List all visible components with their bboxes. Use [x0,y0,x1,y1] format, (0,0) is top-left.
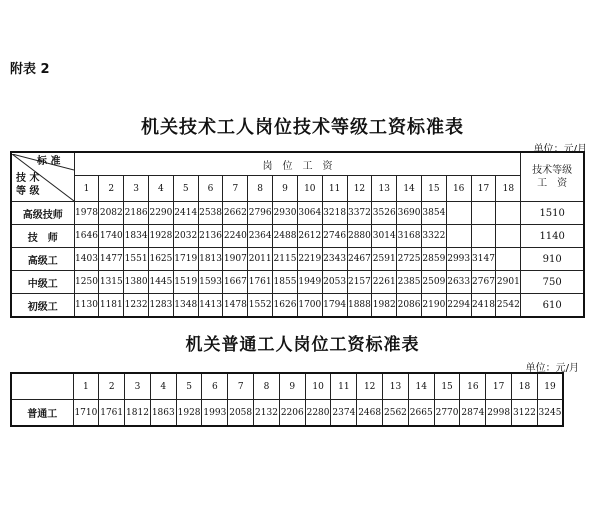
grade-label: 技 师 [11,225,74,248]
wage-cell: 3854 [421,202,446,225]
corner-label-level: 等 级 [16,185,40,197]
level-header-cell: 5 [173,176,198,202]
wage-cell: 3322 [421,225,446,248]
wage-cell: 2930 [273,202,298,225]
table2-level-row [11,373,563,400]
wage-cell: 2385 [397,271,422,294]
wage-cell: 3690 [397,202,422,225]
wage-cell: 2343 [322,248,347,271]
grade-label: 高级技师 [11,202,74,225]
wage-cell: 2562 [383,400,409,427]
wage-cell: 2880 [347,225,372,248]
wage-cell: 3064 [297,202,322,225]
blank-corner-cell [11,373,73,400]
wage-cell: 1949 [297,271,322,294]
level-header-cell: 18 [496,176,521,202]
wage-cell: 1667 [223,271,248,294]
level-header-cell: 2 [99,176,124,202]
wage-cell: 2770 [434,400,460,427]
level-header-cell: 18 [512,373,538,400]
level-header-cell: 1 [73,373,99,400]
tech-grade-wage-cell: 610 [521,294,584,318]
wage-cell: 2032 [173,225,198,248]
level-header-cell: 10 [305,373,331,400]
wage-cell: 2414 [173,202,198,225]
tech-grade-wage-cell: 910 [521,248,584,271]
post-wage-header: 岗 位 工 资 [74,152,521,176]
level-header-cell: 15 [434,373,460,400]
wage-cell: 2467 [347,248,372,271]
wage-cell: 1552 [248,294,273,318]
wage-cell: 2290 [149,202,174,225]
table1-header-row [11,152,584,176]
level-header-cell: 13 [372,176,397,202]
level-header-cell: 13 [383,373,409,400]
wage-cell: 1855 [273,271,298,294]
wage-cell: 1130 [74,294,99,318]
table2-unit: 单位：元/月 [525,363,579,374]
wage-cell: 1982 [372,294,397,318]
wage-cell: 1413 [198,294,223,318]
wage-cell: 3014 [372,225,397,248]
wage-cell: 3122 [512,400,538,427]
wage-cell: 1181 [99,294,124,318]
table-row [11,271,584,294]
tech-grade-wage-header [521,152,584,202]
level-header-cell: 12 [347,176,372,202]
level-header-cell: 17 [486,373,512,400]
wage-cell: 2261 [372,271,397,294]
tech-header-line1: 技术等级 [532,165,573,176]
level-header-cell: 14 [408,373,434,400]
wage-cell: 2468 [357,400,383,427]
wage-cell: 2132 [254,400,280,427]
table-row [11,248,584,271]
level-header-cell: 7 [228,373,254,400]
wage-cell: 1283 [149,294,174,318]
wage-cell: 2509 [421,271,446,294]
table2-value-row [11,400,563,427]
table1-title: 机关技术工人岗位技术等级工资标准表 [141,117,464,138]
wage-cell: 3147 [471,248,496,271]
level-header-cell: 1 [74,176,99,202]
wage-cell: 2796 [248,202,273,225]
wage-cell: 1478 [223,294,248,318]
wage-cell: 1993 [202,400,228,427]
grade-label: 高级工 [11,248,74,271]
wage-cell: 2418 [471,294,496,318]
wage-cell [446,202,471,225]
tech-header-line2: 工 资 [537,178,568,189]
wage-cell: 1380 [124,271,149,294]
wage-cell [496,248,521,271]
wage-cell: 2053 [322,271,347,294]
wage-cell: 1626 [273,294,298,318]
wage-cell: 3372 [347,202,372,225]
grade-label: 普通工 [11,400,73,427]
wage-cell: 1813 [198,248,223,271]
level-header-cell: 12 [357,373,383,400]
wage-cell: 1740 [99,225,124,248]
wage-cell: 1710 [73,400,99,427]
wage-cell: 1315 [99,271,124,294]
wage-cell: 1978 [74,202,99,225]
table-row [11,225,584,248]
level-header-cell: 10 [297,176,322,202]
level-header-cell: 9 [273,176,298,202]
wage-cell: 1625 [149,248,174,271]
wage-cell: 1928 [176,400,202,427]
wage-cell [446,225,471,248]
tech-grade-wage-cell: 750 [521,271,584,294]
wage-cell: 2374 [331,400,357,427]
wage-cell: 1519 [173,271,198,294]
wage-cell: 2633 [446,271,471,294]
appendix-label: 附表 2 [10,62,50,77]
wage-cell: 2874 [460,400,486,427]
table-row [11,294,584,318]
table2-title: 机关普通工人岗位工资标准表 [185,335,420,355]
table1-level-row [11,176,584,202]
wage-cell: 2746 [322,225,347,248]
wage-cell: 2662 [223,202,248,225]
wage-cell: 1477 [99,248,124,271]
wage-cell [496,202,521,225]
level-header-cell: 6 [202,373,228,400]
wage-cell: 2993 [446,248,471,271]
wage-cell: 1593 [198,271,223,294]
level-header-cell: 4 [150,373,176,400]
wage-cell: 2186 [124,202,149,225]
level-header-cell: 7 [223,176,248,202]
wage-cell: 1761 [248,271,273,294]
wage-cell: 1551 [124,248,149,271]
wage-cell: 2294 [446,294,471,318]
corner-label-tech: 技 术 [16,172,40,184]
wage-cell: 2240 [223,225,248,248]
wage-cell: 2542 [496,294,521,318]
technical-worker-wage-table [10,151,585,318]
wage-cell: 2219 [297,248,322,271]
level-header-cell: 11 [322,176,347,202]
wage-cell: 1700 [297,294,322,318]
wage-cell: 2538 [198,202,223,225]
wage-cell [471,202,496,225]
wage-cell: 1834 [124,225,149,248]
level-header-cell: 14 [397,176,422,202]
level-header-cell: 3 [125,373,151,400]
level-header-cell: 3 [124,176,149,202]
wage-cell: 1348 [173,294,198,318]
wage-cell: 2011 [248,248,273,271]
wage-cell: 1907 [223,248,248,271]
wage-cell: 1863 [150,400,176,427]
wage-cell: 1812 [125,400,151,427]
wage-cell: 2901 [496,271,521,294]
wage-cell: 1888 [347,294,372,318]
wage-cell: 1445 [149,271,174,294]
wage-cell: 1794 [322,294,347,318]
wage-cell: 1250 [74,271,99,294]
level-header-cell: 19 [537,373,563,400]
wage-cell: 1928 [149,225,174,248]
wage-cell: 3526 [372,202,397,225]
wage-cell: 3168 [397,225,422,248]
wage-cell: 2136 [198,225,223,248]
level-header-cell: 9 [279,373,305,400]
level-header-cell: 6 [198,176,223,202]
level-header-cell: 2 [99,373,125,400]
corner-label-standard: 标 准 [37,155,61,167]
wage-cell: 2082 [99,202,124,225]
wage-cell: 2157 [347,271,372,294]
wage-cell: 2280 [305,400,331,427]
level-header-cell: 17 [471,176,496,202]
wage-cell: 2488 [273,225,298,248]
wage-cell: 2364 [248,225,273,248]
wage-cell: 2665 [408,400,434,427]
wage-cell: 2190 [421,294,446,318]
tech-grade-wage-cell: 1140 [521,225,584,248]
wage-cell: 2859 [421,248,446,271]
wage-cell: 1646 [74,225,99,248]
wage-cell: 2591 [372,248,397,271]
wage-cell: 2115 [273,248,298,271]
level-header-cell: 16 [446,176,471,202]
wage-cell: 2612 [297,225,322,248]
wage-cell: 3218 [322,202,347,225]
wage-cell: 3245 [537,400,563,427]
table-row [11,202,584,225]
corner-header-cell [11,152,74,202]
wage-cell [496,225,521,248]
tech-grade-wage-cell: 1510 [521,202,584,225]
grade-label: 初级工 [11,294,74,318]
wage-cell: 2058 [228,400,254,427]
wage-cell: 2998 [486,400,512,427]
wage-cell: 2086 [397,294,422,318]
general-worker-wage-table [10,372,564,427]
wage-cell: 1719 [173,248,198,271]
wage-cell: 1232 [124,294,149,318]
wage-cell: 2725 [397,248,422,271]
level-header-cell: 5 [176,373,202,400]
grade-label: 中级工 [11,271,74,294]
level-header-cell: 15 [421,176,446,202]
level-header-cell: 8 [248,176,273,202]
wage-cell [471,225,496,248]
wage-cell: 2206 [279,400,305,427]
level-header-cell: 16 [460,373,486,400]
level-header-cell: 4 [149,176,174,202]
table1-unit: 单位：元/月 [533,144,587,155]
wage-cell: 2767 [471,271,496,294]
level-header-cell: 11 [331,373,357,400]
wage-cell: 1761 [99,400,125,427]
level-header-cell: 8 [254,373,280,400]
wage-cell: 1403 [74,248,99,271]
